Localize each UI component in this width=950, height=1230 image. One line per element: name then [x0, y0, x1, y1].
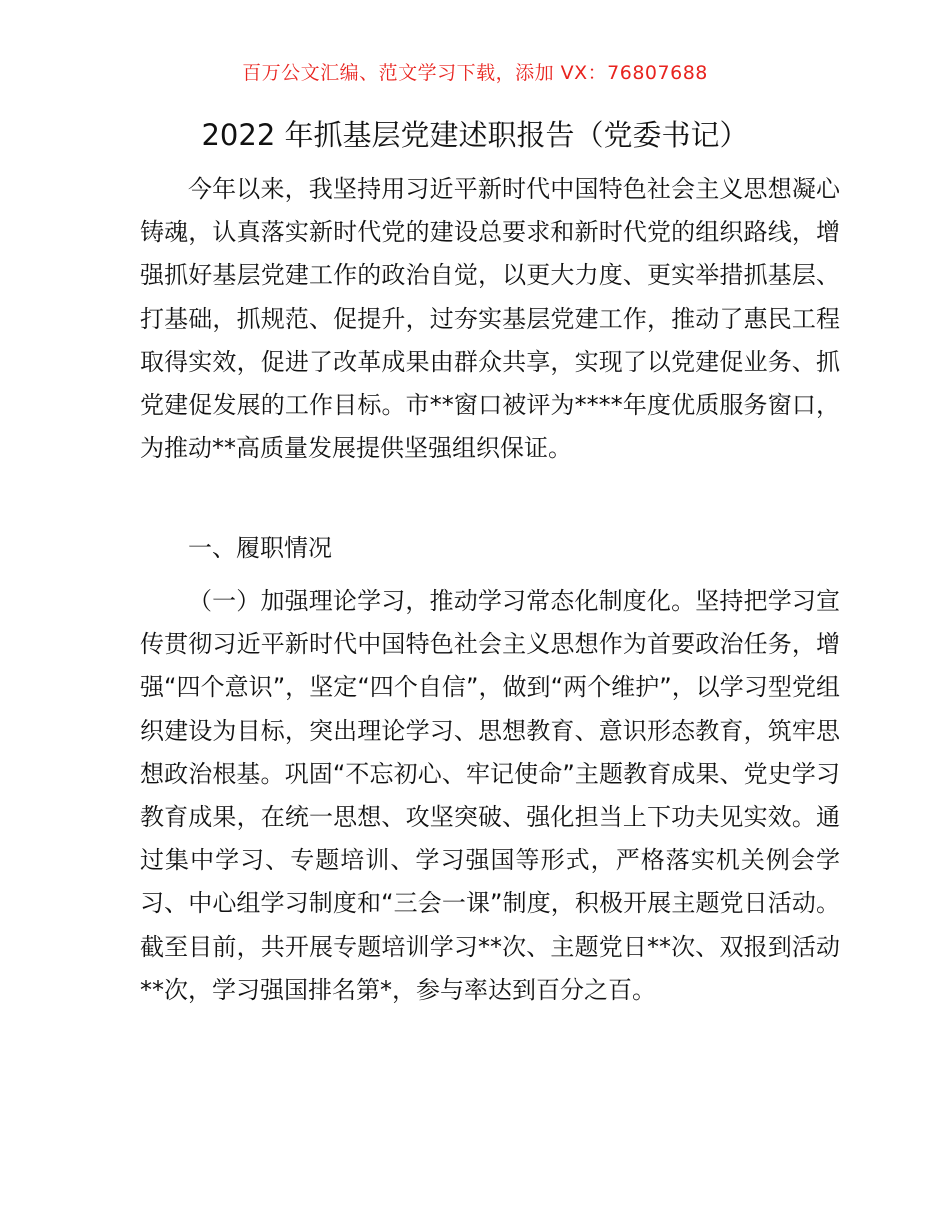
header-banner: 百万公文汇编、范文学习下载，添加 VX：76807688 [242, 62, 708, 84]
intro-paragraph: 今年以来，我坚持用习近平新时代中国特色社会主义思想凝心铸魂，认真落实新时代党的建设总要求和新时代党的组织路线，增强抓好基层党建工作的政治自觉，以更大力度、更实举措抓基层、打基础，抓规范、促提升，过夯实基层党建工作，推动了惠民工程取得实效，促进了改革成果由群众共享，实现了以党建促业务、抓党建促发展的工作目标。市**窗口被评为****年度优质服务窗口，为推动**高质量发展提供坚强组织保证。 [140, 175, 840, 463]
section-paragraph: （一）加强理论学习，推动学习常态化制度化。坚持把学习宣传贯彻习近平新时代中国特色社会主义思想作为首要政治任务，增强“四个意识”，坚定“四个自信”，做到“两个维护”，以学习型党组织建设为目标，突出理论学习、思想教育、意识形态教育，筑牢思想政治根基。巩固“不忘初心、牢记使命”主题教育成果、党史学习教育成果，在统一思想、攻坚突破、强化担当上下功夫见实效。通过集中学习、专题培训、学习强国等形式，严格落实机关例会学习、中心组学习制度和“三会一课”制度，积极开展主题党日活动。截至目前，共开展专题培训学习**次、主题党日**次、双报到活动**次，学习强国排名第*，参与率达到百分之百。 [140, 587, 840, 1004]
document-title: 2022 年抓基层党建述职报告（党委书记） [201, 118, 749, 152]
section-heading: 一、履职情况 [188, 534, 332, 562]
